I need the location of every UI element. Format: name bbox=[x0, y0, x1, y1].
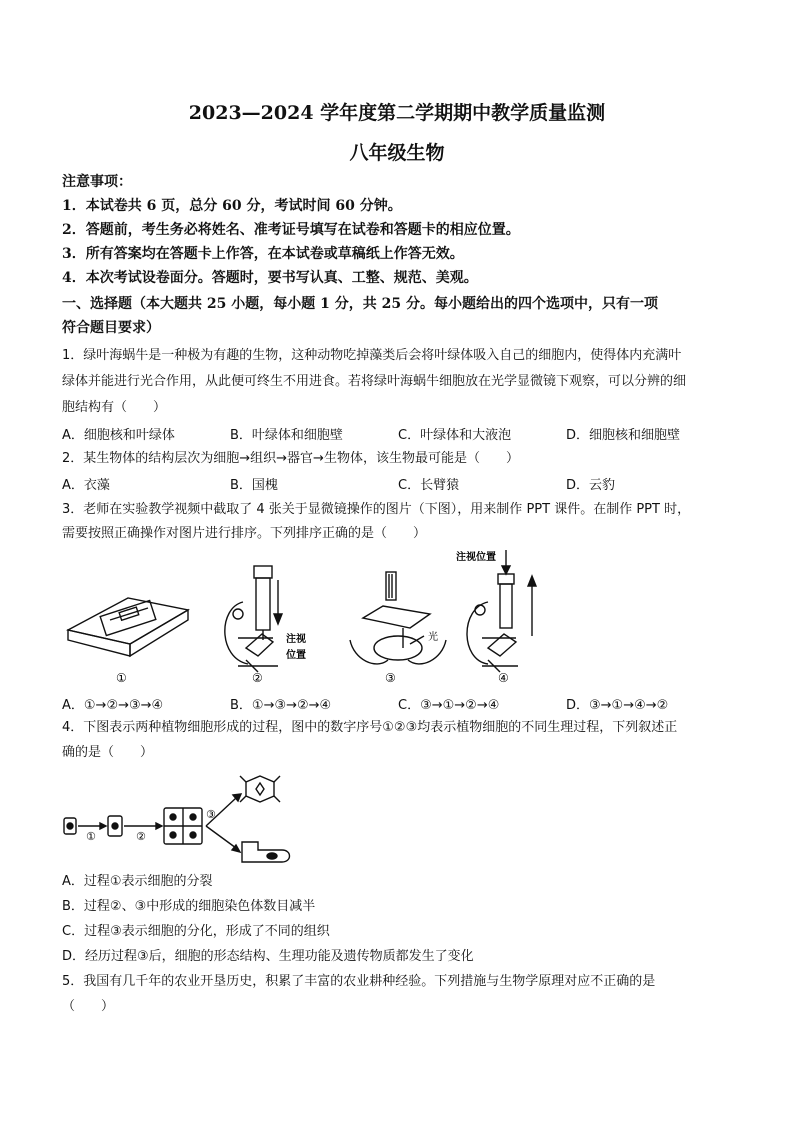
question-5-text: （ ） bbox=[62, 999, 115, 1014]
figure-label-watch: 注视 bbox=[286, 634, 306, 645]
figure-number: ④ bbox=[498, 671, 509, 685]
notice-item: 1．本试卷共 6 页，总分 60 分，考试时间 60 分钟。 bbox=[62, 198, 402, 214]
question-4-text: 4．下图表示两种植物细胞形成的过程，图中的数字序号①②③均表示植物细胞的不同生理过程，下列叙述正 bbox=[62, 720, 678, 735]
option-c[interactable]: C．长臂猿 bbox=[398, 478, 460, 493]
option-d[interactable]: D．③→①→④→② bbox=[566, 698, 669, 713]
figure-1-slide-box bbox=[68, 598, 188, 656]
cell-formation-figure bbox=[60, 768, 320, 868]
figure-3-mirror-hands bbox=[350, 572, 446, 664]
option-a[interactable]: A．衣藻 bbox=[62, 478, 110, 493]
figure-number: ③ bbox=[385, 671, 396, 685]
question-4-text: 确的是（ ） bbox=[62, 745, 154, 760]
section-heading-cont: 符合题目要求） bbox=[62, 320, 160, 336]
question-3-text: 3．老师在实验教学视频中截取了 4 张关于显微镜操作的图片（下图），用来制作 PPT 课件。在制作 PPT 时， bbox=[62, 502, 691, 517]
option-d[interactable]: D．云豹 bbox=[566, 478, 616, 493]
option-c[interactable]: C．③→①→②→④ bbox=[398, 698, 500, 713]
option-a[interactable]: A．过程①表示细胞的分裂 bbox=[62, 874, 213, 889]
option-c[interactable]: C．叶绿体和大液泡 bbox=[398, 428, 512, 443]
process-label: ① bbox=[86, 830, 96, 843]
process-label: ② bbox=[136, 830, 146, 843]
section-heading: 一、选择题（本大题共 25 小题，每小题 1 分，共 25 分。每小题给出的四个选项中，只有一项 bbox=[62, 296, 658, 312]
question-1-text: 绿体并能进行光合作用，从此便可终生不用进食。若将绿叶海蜗牛细胞放在光学显微镜下观察，可以分辨的细 bbox=[62, 374, 687, 389]
notice-item: 4．本次考试设卷面分。答题时，要书写认真、工整、规范、美观。 bbox=[62, 270, 478, 286]
figure-label-watch-position: 注视位置 bbox=[456, 552, 496, 563]
notice-heading: 注意事项： bbox=[62, 174, 132, 190]
option-b[interactable]: B．国槐 bbox=[230, 478, 278, 493]
question-3-options bbox=[62, 694, 742, 714]
question-5-text: 5．我国有几千年的农业开垦历史，积累了丰富的农业耕种经验。下列措施与生物学原理对应不正确的是 bbox=[62, 974, 656, 989]
figure-number: ① bbox=[116, 671, 127, 685]
notice-item: 2．答题前，考生务必将姓名、准考证号填写在试卷和答题卡的相应位置。 bbox=[62, 222, 520, 238]
figure-label-light: 光 bbox=[428, 632, 438, 643]
option-a[interactable]: A．细胞核和叶绿体 bbox=[62, 428, 175, 443]
microscope-operation-figure bbox=[58, 548, 738, 688]
question-1-text: 胞结构有（ ） bbox=[62, 400, 167, 415]
process-label: ③ bbox=[206, 808, 216, 821]
option-b[interactable]: B．①→③→②→④ bbox=[230, 698, 332, 713]
question-1-options bbox=[62, 424, 742, 444]
option-a[interactable]: A．①→②→③→④ bbox=[62, 698, 164, 713]
question-3-text: 需要按照正确操作对图片进行排序。下列排序正确的是（ ） bbox=[62, 526, 427, 541]
option-b[interactable]: B．过程②、③中形成的细胞染色体数目减半 bbox=[62, 899, 316, 914]
notice-item: 3．所有答案均在答题卡上作答，在本试卷或草稿纸上作答无效。 bbox=[62, 246, 464, 262]
option-b[interactable]: B．叶绿体和细胞壁 bbox=[230, 428, 343, 443]
option-d[interactable]: D．细胞核和细胞壁 bbox=[566, 428, 681, 443]
question-2-text: 2．某生物体的结构层次为细胞→组织→器官→生物体，该生物最可能是（ ） bbox=[62, 451, 519, 466]
question-1-text: 1．绿叶海蜗牛是一种极为有趣的生物，这种动物吃掉藻类后会将叶绿体吸入自己的细胞内，使得体内充满叶 bbox=[62, 348, 682, 363]
option-c[interactable]: C．过程③表示细胞的分化，形成了不同的组织 bbox=[62, 924, 330, 939]
figure-2-microscope bbox=[225, 566, 282, 672]
exam-subject: 八年级生物 bbox=[349, 142, 445, 164]
figure-4-microscope bbox=[467, 550, 536, 672]
figure-number: ② bbox=[252, 671, 263, 685]
figure-label-position: 位置 bbox=[286, 650, 306, 661]
question-2-options bbox=[62, 474, 742, 494]
exam-title: 2023—2024 学年度第二学期期中教学质量监测 bbox=[188, 102, 606, 124]
option-d[interactable]: D．经历过程③后，细胞的形态结构、生理功能及遗传物质都发生了变化 bbox=[62, 949, 474, 964]
